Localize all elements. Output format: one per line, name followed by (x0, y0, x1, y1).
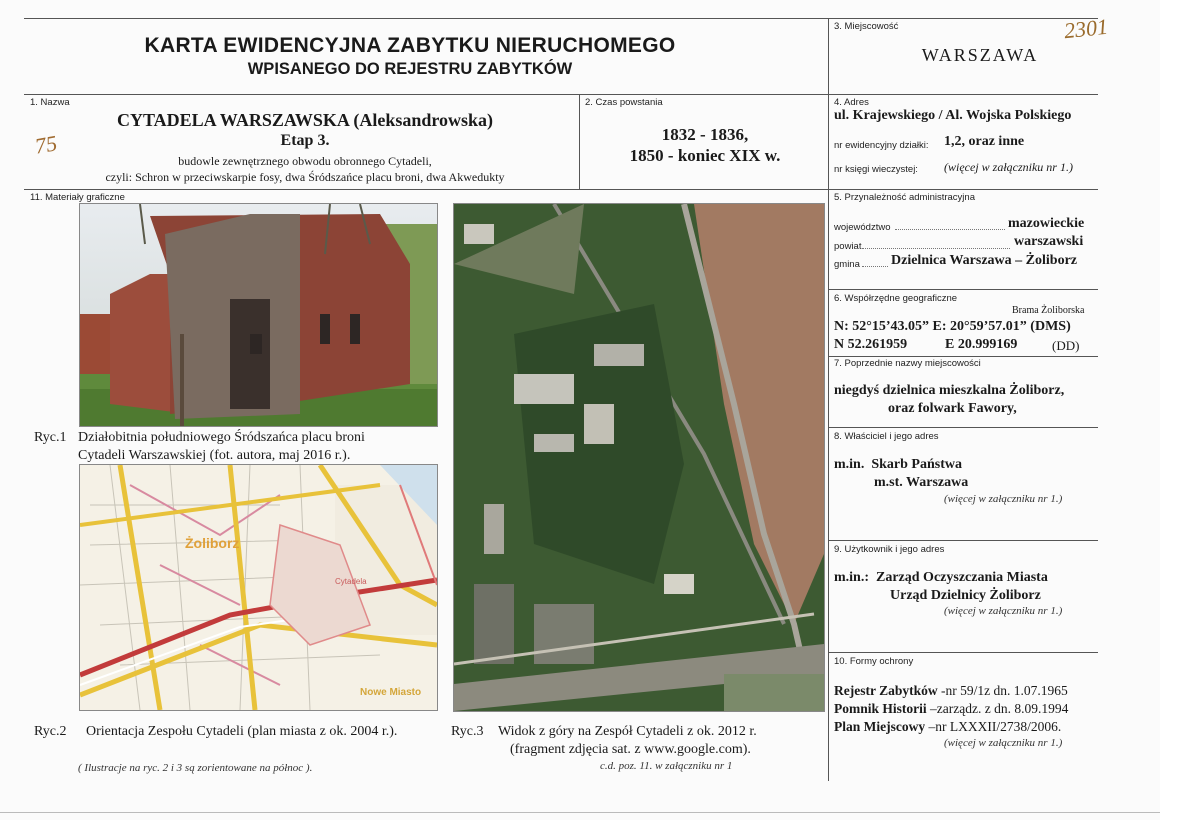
prev-names-1: niegdyś dzielnica mieszkalna Żoliborz, (834, 383, 1065, 398)
divider-10 (828, 652, 1098, 653)
voivodeship-value: mazowieckie (1008, 216, 1085, 231)
user-more: (więcej w załączniku nr 1.) (944, 605, 1063, 617)
protection-monument-detail: –zarządz. z dn. 8.09.1994 (926, 701, 1069, 716)
divider-7 (828, 356, 1098, 357)
field8-label: 8. Właściciel i jego adres (834, 431, 939, 442)
protection-register-detail: -nr 59/1z dn. 1.07.1965 (937, 683, 1068, 698)
commune-dots (862, 266, 888, 267)
continuation-note: c.d. poz. 11. w załączniku nr 1 (600, 760, 733, 772)
field11-label: 11. Materiały graficzne (30, 192, 125, 203)
voivodeship-dots (895, 229, 1005, 230)
user-1: m.in.: Zarząd Oczyszczania Miasta (834, 570, 1048, 585)
city-map-image (80, 465, 437, 710)
ryc1-label: Ryc.1 (34, 430, 67, 445)
land-register-value: (więcej w załączniku nr 1.) (944, 160, 1073, 174)
prev-names-2: oraz folwark Fawory, (888, 401, 1017, 416)
coord-dd-e: E 20.999169 (945, 337, 1018, 352)
owner-2: m.st. Warszawa (874, 475, 969, 490)
satellite-image-graphic (454, 204, 824, 711)
monument-desc-1: budowle zewnętrznego obwodu obronnego Cytadeli, (178, 154, 432, 168)
bastion-photo-image (80, 204, 437, 426)
scan-margin (1160, 0, 1198, 820)
field9-label: 9. Użytkownik i jego adres (834, 544, 945, 555)
protection-plan-title: Plan Miejscowy (834, 719, 926, 734)
coord-point: Brama Żoliborska (1012, 305, 1085, 316)
map-label-zoliborz: Żoliborz (185, 535, 240, 551)
land-register-label: nr księgi wieczystej: (834, 164, 918, 175)
photo-bastion (79, 203, 438, 427)
county-label: powiat (834, 241, 862, 252)
plot-number-label: nr ewidencyjny działki: (834, 140, 929, 151)
field10-label: 10. Formy ochrony (834, 656, 914, 667)
voivodeship-label: województwo (834, 222, 891, 233)
field4-label: 4. Adres (834, 97, 869, 108)
field2-label: 2. Czas powstania (585, 97, 663, 108)
monument-desc-2: czyli: Schron w przeciwskarpie fosy, dwa Śródszańce placu broni, dwa Akwedukty (105, 170, 505, 184)
owner-1: m.in. Skarb Państwa (834, 457, 962, 472)
user-2: Urząd Dzielnicy Żoliborz (890, 588, 1041, 603)
protection-monument-title: Pomnik Historii (834, 701, 927, 716)
card-subtitle: WPISANEGO DO REJESTRU ZABYTKÓW (247, 60, 573, 78)
commune-value: Dzielnica Warszawa – Żoliborz (891, 253, 1077, 268)
protection-plan (834, 719, 1061, 735)
handwritten-inventory-number: 2301 (1062, 13, 1110, 44)
ryc3-label: Ryc.3 (451, 724, 484, 739)
ryc2-label: Ryc.2 (34, 724, 67, 739)
field5-label: 5. Przynależność administracyjna (834, 192, 975, 203)
orientation-note: ( Ilustracje na ryc. 2 i 3 są zorientowane na północ ). (78, 762, 313, 774)
top-border (24, 18, 1098, 19)
row-divider-2 (24, 189, 1098, 190)
commune-label: gmina (834, 259, 860, 270)
field7-label: 7. Poprzednie nazwy miejscowości (834, 358, 981, 369)
owner-more: (więcej w załączniku nr 1.) (944, 493, 1063, 505)
bottom-border (0, 812, 1160, 813)
handwritten-mark: 75 (32, 130, 59, 159)
divider-name-date (579, 94, 580, 189)
protection-more: (więcej w załączniku nr 1.) (944, 737, 1063, 749)
city-map (79, 464, 438, 711)
county-dots (862, 248, 1010, 249)
ryc3-caption-1: Widok z góry na Zespół Cytadeli z ok. 2012 r. (498, 724, 757, 739)
card-title: KARTA EWIDENCYJNA ZABYTKU NIERUCHOMEGO (144, 34, 676, 57)
coord-dms: N: 52°15’43.05” E: 20°59’57.01” (DMS) (834, 319, 1071, 334)
satellite-image (453, 203, 825, 712)
row-divider-1 (24, 94, 1098, 95)
protection-monument (834, 701, 1068, 717)
protection-plan-detail: –nr LXXXII/2738/2006. (925, 719, 1062, 734)
divider-6 (828, 289, 1098, 290)
field3-label: 3. Miejscowość (834, 21, 899, 32)
divider-9 (828, 540, 1098, 541)
ryc1-caption-2: Cytadeli Warszawskiej (fot. autora, maj 2016 r.). (78, 448, 351, 463)
monument-name: CYTADELA WARSZAWSKA (Aleksandrowska) (116, 110, 494, 130)
date-line-1: 1832 - 1836, (661, 125, 749, 144)
coord-dd-unit: (DD) (1052, 338, 1080, 353)
town-value: WARSZAWA (921, 45, 1039, 65)
field1-label: 1. Nazwa (30, 97, 70, 108)
protection-register-title: Rejestr Zabytków (834, 683, 938, 698)
ryc1-caption-1: Działobitnia południowego Śródszańca placu broni (78, 430, 365, 445)
map-label-nowe-miasto: Nowe Miasto (360, 687, 422, 698)
protection-register (834, 683, 1068, 699)
address-street: ul. Krajewskiego / Al. Wojska Polskiego (834, 108, 1072, 123)
map-label-cytadela: Cytadela (335, 577, 367, 586)
county-value: warszawski (1014, 234, 1084, 249)
coord-dd-n: N 52.261959 (834, 337, 908, 352)
monument-stage: Etap 3. (280, 132, 330, 149)
ryc3-caption-2: (fragment zdjęcia sat. z www.google.com). (510, 742, 751, 757)
field6-label: 6. Współrzędne geograficzne (834, 293, 958, 304)
divider-8 (828, 427, 1098, 428)
date-line-2: 1850 - koniec XIX w. (629, 146, 781, 165)
ryc2-caption: Orientacja Zespołu Cytadeli (plan miasta z ok. 2004 r.). (86, 724, 398, 739)
main-vertical-divider (828, 18, 829, 781)
plot-number-value: 1,2, oraz inne (944, 134, 1025, 149)
